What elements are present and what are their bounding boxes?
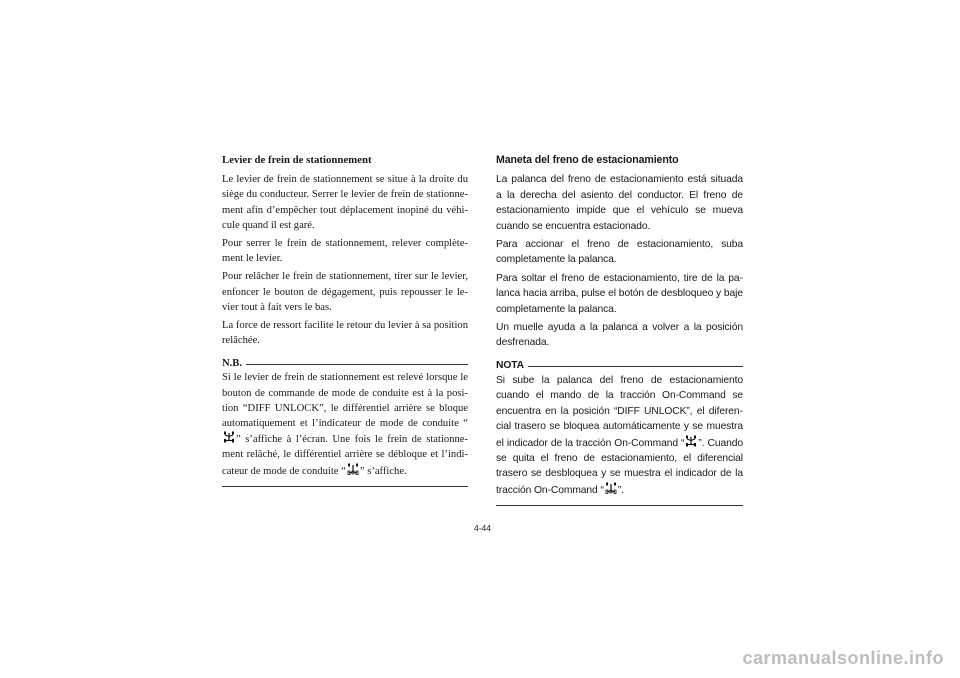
spanish-column — [496, 153, 743, 506]
spanish-paragraph-4: Un muelle ayuda a la palanca a volver a la posición desfrenada. — [496, 322, 743, 349]
diff-lock-indicator-icon — [223, 431, 235, 443]
french-note-header — [222, 356, 468, 370]
spanish-paragraph-2: Para accionar el freno de estacionamiento, suba completamente la palanca. — [496, 239, 743, 266]
spanish-note-end-rule — [496, 505, 743, 506]
2wd-indicator-icon — [605, 482, 617, 494]
spanish-paragraph-1: La palanca del freno de estacionamiento está situada a la derecha del asiento del conductor. El freno de estacionamiento impide que el vehículo se mueva cuando se encuentra estacionado. — [496, 174, 743, 232]
french-note-end-rule — [222, 486, 468, 487]
spanish-note-text-3: ”. — [617, 484, 624, 496]
french-paragraph-1: Le levier de frein de stationnement se situe à la droite du siège du conducteur. Serrer le levier de frein de stationnement afin d’empêcher tout déplacement inopiné du véhicule quand il est garé. — [222, 174, 468, 231]
watermark: carmanualsonline.info — [742, 648, 944, 668]
spanish-heading: Maneta del freno de estacionamiento — [496, 154, 679, 166]
diff-lock-indicator-icon — [685, 435, 697, 447]
french-paragraph-3: Pour relâcher le frein de stationnement, tirer sur le levier, enfoncer le bouton de dégagement, puis repousser le levier tout à fait vers le bas. — [222, 271, 468, 313]
spanish-note-label: NOTA — [496, 360, 525, 372]
french-note-rule — [246, 364, 468, 365]
french-paragraph-4: La force de ressort facilite le retour du levier à sa position relâchée. — [222, 320, 468, 347]
french-note-label: N.B. — [222, 357, 243, 369]
french-note-text-2: ” s’affiche à l’écran. Une fois le frein de stationnement relâché, le différentiel arrière se débloque et l’indicateur de mode de conduite “ — [222, 434, 468, 477]
2wd-indicator-icon — [347, 463, 359, 475]
french-note-text-1: Si le levier de frein de stationnement est relevé lorsque le bouton de commande de mode de conduite est à la position “DIFF UNLOCK”, le différentiel arrière se bloque automatiquement et l’indicateur de mode de conduite “ — [222, 372, 468, 430]
french-heading: Levier de frein de stationnement — [222, 154, 372, 166]
french-note-text-3: ” s’affiche. — [359, 465, 407, 477]
page-number: 4-44 — [474, 523, 492, 533]
spanish-paragraph-3: Para soltar el freno de estacionamiento, tire de la palanca hacia arriba, pulse el botón de desbloqueo y baje completamente la palanca. — [496, 272, 743, 315]
spanish-note-text-1: Si sube la palanca del freno de estacionamiento cuando el mando de la tracción On-Command se encuentra en la posición “DIFF UNLOCK”, el diferencial trasero se bloquea automáticamente y se muestra el indicador de la tracción On-Command “ — [496, 374, 743, 449]
french-paragraph-2: Pour serrer le frein de stationnement, relever complètement le levier. — [222, 238, 468, 265]
spanish-note-rule — [528, 366, 743, 367]
spanish-note-body — [496, 373, 743, 498]
french-column — [222, 153, 468, 487]
french-note-body — [222, 370, 468, 478]
spanish-note-header — [496, 359, 743, 373]
spanish-note-text-2: ”. Cuando se quita el freno de estacionamiento, el diferencial trasero se desbloquea y se muestra el indicador de la tracción On-Command “ — [496, 437, 743, 496]
